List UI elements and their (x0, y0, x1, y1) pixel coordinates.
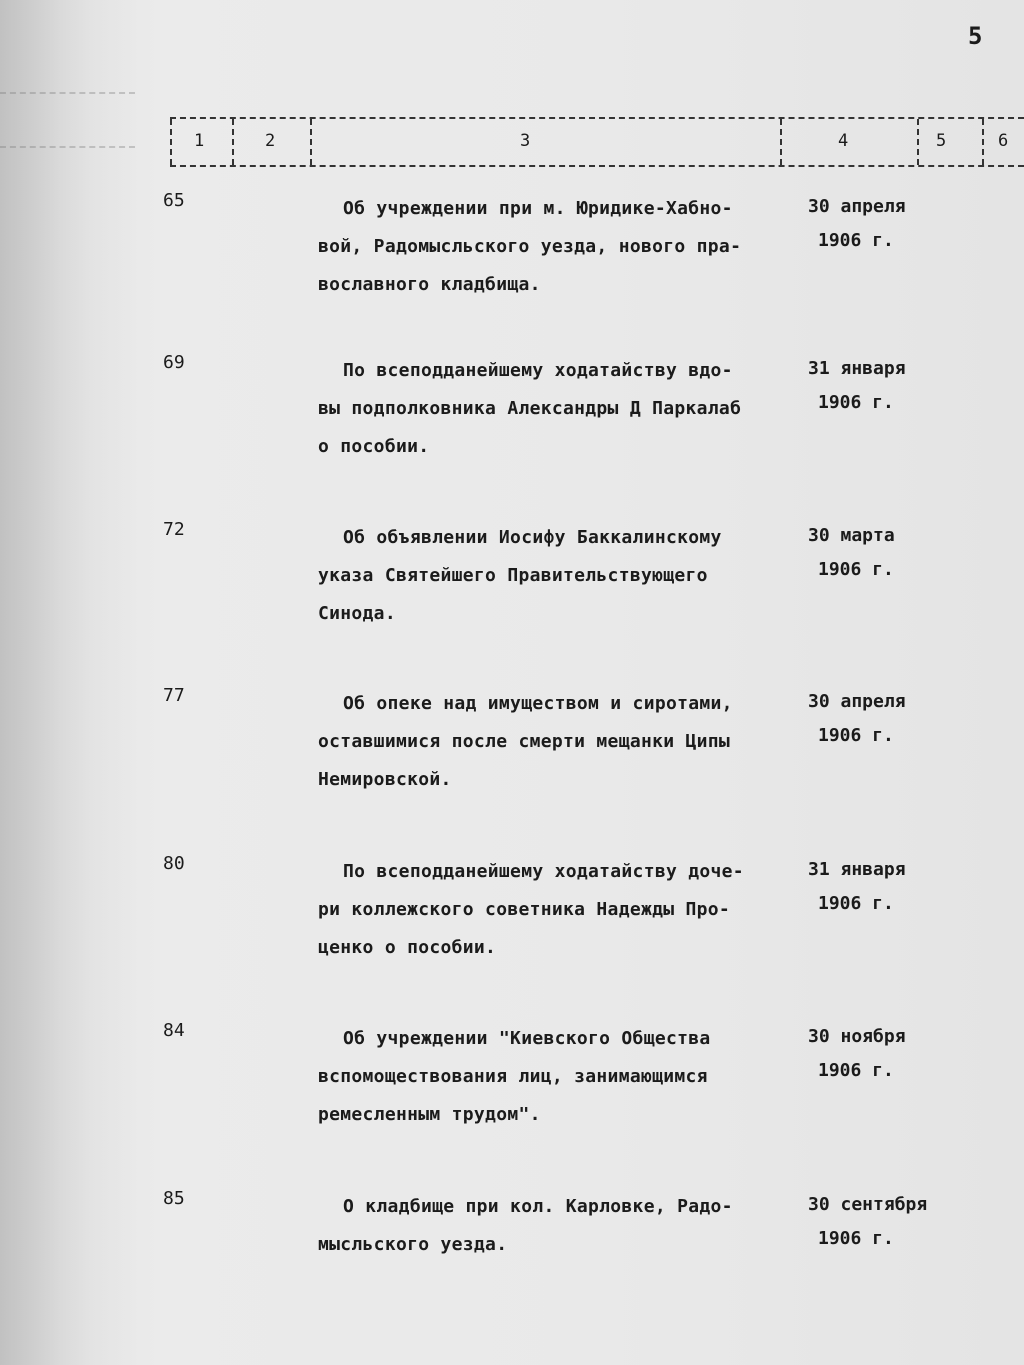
record-title-line: вспомоществования лиц, занимающимся (318, 1066, 708, 1087)
bleed-through-header (0, 92, 135, 148)
record-title-line: Об учреждении "Киевского Общества (343, 1028, 711, 1049)
record-date-year: 1906 г. (818, 893, 894, 914)
record-number: 85 (163, 1188, 185, 1209)
record-date (808, 853, 958, 921)
record-date (808, 352, 958, 420)
record-date-day-month: 30 марта (808, 525, 895, 546)
record-title-line: ценко о пособии. (318, 937, 497, 958)
record-title (318, 352, 798, 466)
record-date-day-month: 30 сентября (808, 1194, 928, 1215)
column-header-row (170, 117, 1024, 167)
record-date-year: 1906 г. (818, 1060, 894, 1081)
column-header-6: 6 (998, 131, 1009, 151)
column-header-1: 1 (194, 131, 205, 151)
record-date-year: 1906 г. (818, 1228, 894, 1249)
column-divider (780, 119, 782, 165)
record-title-line: Об учреждении при м. Юридике-Хабно- (343, 198, 733, 219)
record-date-year: 1906 г. (818, 230, 894, 251)
record-title (318, 1188, 798, 1264)
column-header-3: 3 (520, 131, 531, 151)
record-title (318, 190, 798, 304)
record-date (808, 685, 958, 753)
record-number: 69 (163, 352, 185, 373)
record-date-day-month: 31 января (808, 859, 906, 880)
record-title-line: вой, Радомысльского уезда, нового пра- (318, 236, 742, 257)
record-title-line: Об объявлении Иосифу Баккалинскому (343, 527, 722, 548)
record-title-line: указа Святейшего Правительствующего (318, 565, 708, 586)
record-title-line: о пособии. (318, 436, 430, 457)
record-title (318, 1020, 798, 1134)
column-divider (310, 119, 312, 165)
record-title-line: Немировской. (318, 769, 452, 790)
record-title-line: Об опеке над имуществом и сиротами, (343, 693, 733, 714)
record-date (808, 1188, 958, 1256)
record-date-year: 1906 г. (818, 725, 894, 746)
record-title-line: вы подполковника Александры Д Паркалаб (318, 398, 742, 419)
record-date (808, 190, 958, 258)
record-number: 72 (163, 519, 185, 540)
record-date-day-month: 31 января (808, 358, 906, 379)
record-date (808, 1020, 958, 1088)
column-divider (982, 119, 984, 165)
record-title-line: По всеподданейшему ходатайству доче- (343, 861, 744, 882)
column-divider (232, 119, 234, 165)
record-number: 65 (163, 190, 185, 211)
record-title-line: Синода. (318, 603, 396, 624)
binding-shadow (0, 0, 140, 1365)
column-header-4: 4 (838, 131, 849, 151)
column-divider (917, 119, 919, 165)
record-title (318, 853, 798, 967)
record-date (808, 519, 958, 587)
record-title-line: ремесленным трудом". (318, 1104, 541, 1125)
record-date-year: 1906 г. (818, 559, 894, 580)
record-date-year: 1906 г. (818, 392, 894, 413)
record-title-line: О кладбище при кол. Карловке, Радо- (343, 1196, 733, 1217)
record-title-line: вославного кладбища. (318, 274, 541, 295)
record-date-day-month: 30 апреля (808, 196, 906, 217)
record-date-day-month: 30 апреля (808, 691, 906, 712)
page-number: 5 (968, 22, 983, 50)
record-date-day-month: 30 ноября (808, 1026, 906, 1047)
record-number: 77 (163, 685, 185, 706)
column-header-2: 2 (265, 131, 276, 151)
record-title-line: ри коллежского советника Надежды Про- (318, 899, 731, 920)
record-title (318, 519, 798, 633)
record-title (318, 685, 798, 799)
column-divider (170, 119, 172, 165)
record-number: 84 (163, 1020, 185, 1041)
record-title-line: мысльского уезда. (318, 1234, 508, 1255)
record-title-line: оставшимися после смерти мещанки Ципы (318, 731, 731, 752)
record-number: 80 (163, 853, 185, 874)
column-header-5: 5 (936, 131, 947, 151)
record-title-line: По всеподданейшему ходатайству вдо- (343, 360, 733, 381)
